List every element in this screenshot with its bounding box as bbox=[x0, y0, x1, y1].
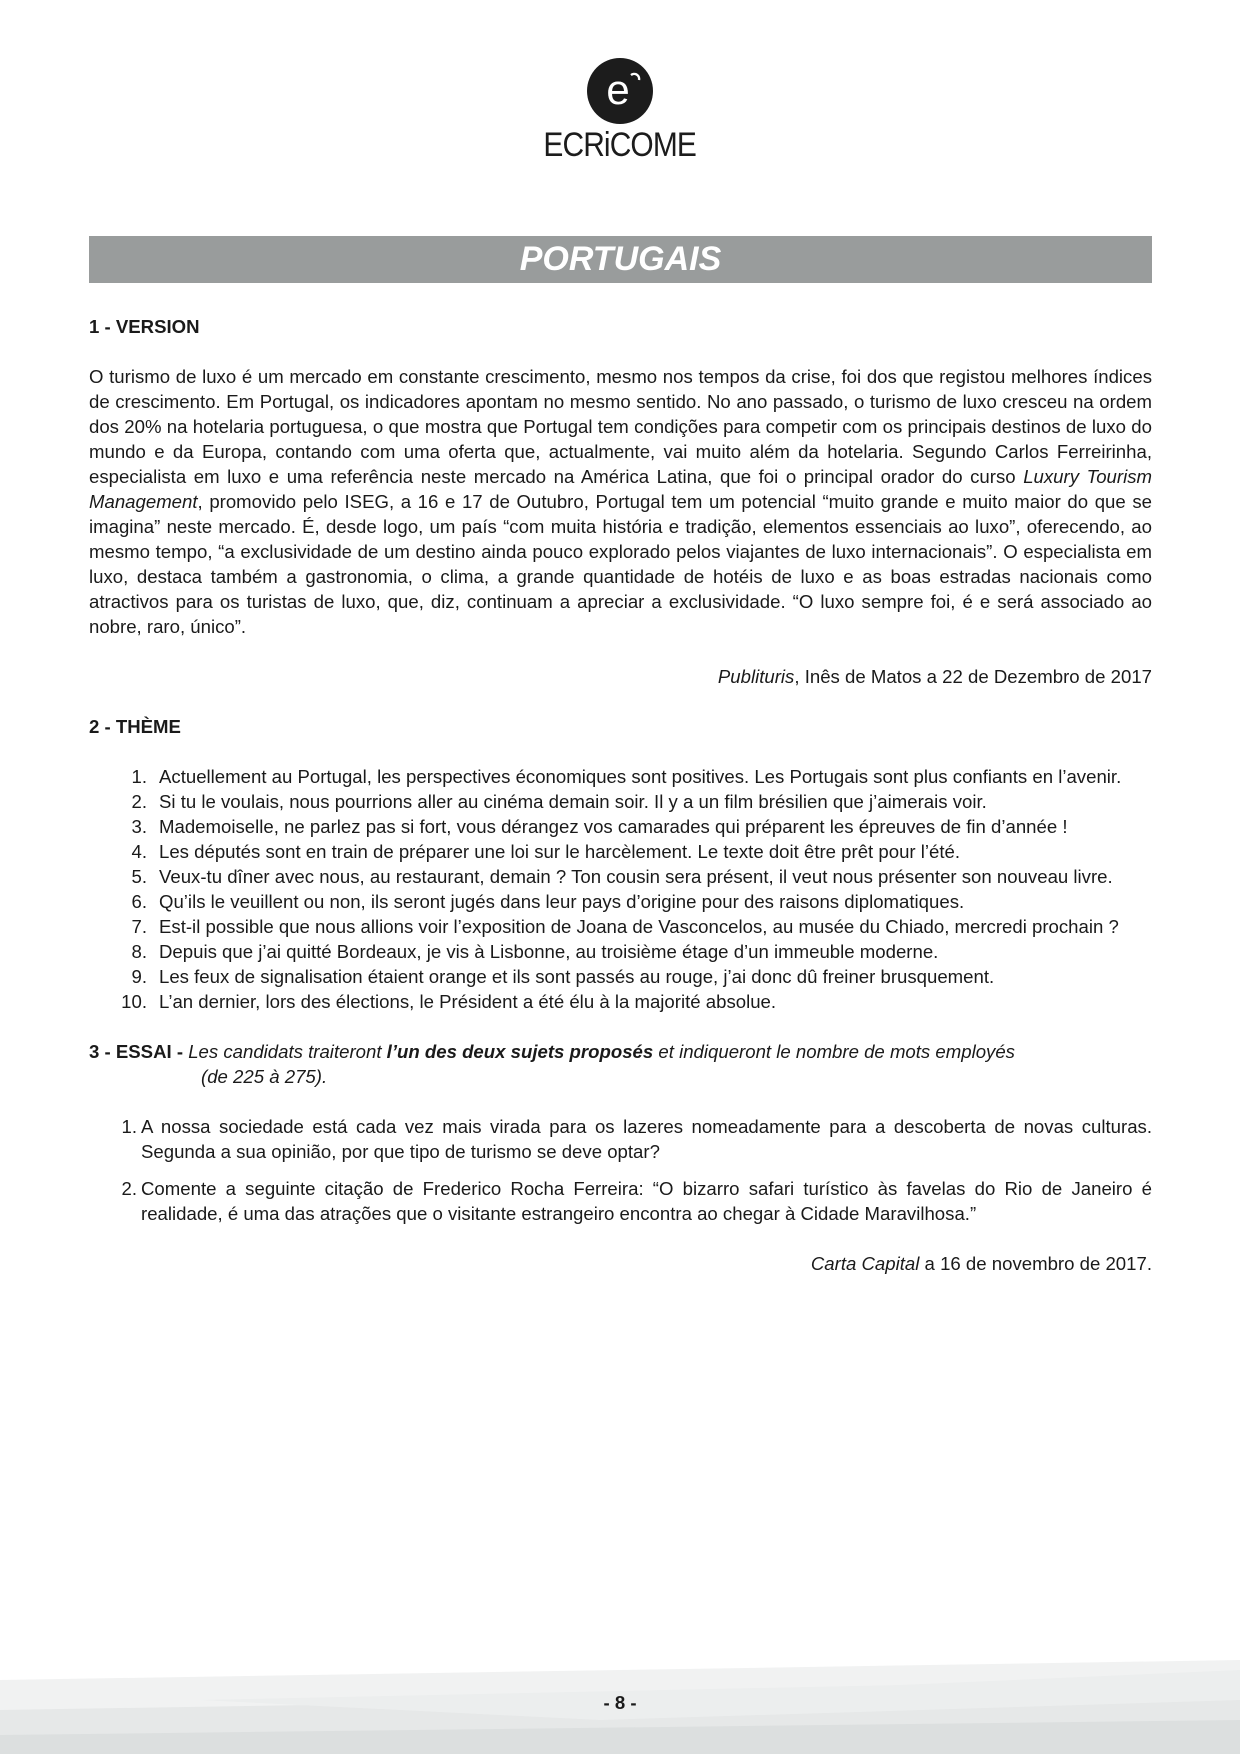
essai-source: Carta Capital a 16 de novembro de 2017. bbox=[810, 1253, 1152, 1274]
list-item: 7. Est-il possible que nous allions voir l’exposition de Joana de Vasconcelos, au musée du Chiado, mercredi prochain ? bbox=[131, 916, 1119, 937]
list-item: 10. L’an dernier, lors des élections, le Président a été élu à la majorité absolue. bbox=[121, 991, 777, 1012]
theme-list bbox=[89, 764, 1152, 1014]
list-item: 3. Mademoiselle, ne parlez pas si fort, vous dérangez vos camarades qui préparent les épreuves de fin d’année ! bbox=[131, 816, 1068, 837]
version-heading: 1 - VERSION bbox=[89, 316, 200, 337]
list-item: 1. A nossa sociedade está cada vez mais virada para os lazeres nomeadamente para a descoberta de novas culturas. Segunda a sua opinião, por que tipo de turismo se deve optar? bbox=[121, 1116, 1152, 1162]
list-item: 1. Actuellement au Portugal, les perspectives économiques sont positives. Les Portugais sont plus confiants en l’avenir. bbox=[131, 766, 1122, 787]
logo-e-icon bbox=[587, 58, 653, 124]
svg-text:e: e bbox=[606, 66, 630, 113]
essai-heading: 3 - ESSAI - Les candidats traiteront l’un des deux sujets proposés et indiqueront le nombre de mots employés (de 225 à 275). bbox=[89, 1041, 1015, 1087]
list-item: 5. Veux-tu dîner avec nous, au restaurant, demain ? Ton cousin sera présent, il veut nous présenter son nouveau livre. bbox=[131, 866, 1113, 887]
version-source: Publituris, Inês de Matos a 22 de Dezembro de 2017 bbox=[717, 666, 1152, 687]
list-item: 8. Depuis que j’ai quitté Bordeaux, je vis à Lisbonne, au troisième étage d’un immeuble moderne. bbox=[131, 941, 939, 962]
version-text: O turismo de luxo é um mercado em constante crescimento, mesmo nos tempos da crise, foi dos que registou melhores índices de crescimento. Em Portugal, os indicadores apontam no mesmo sentido. No ano passado, o turismo de luxo cresceu na ordem dos 20% na hotelaria portuguesa, o que mostra que Portugal tem condições para competir com os principais destinos de luxo do mundo e da Europa, contando com uma oferta que, actualmente, vai muito além da hotelaria. Segundo Carlos Ferreirinha, especialista em luxo e uma referência neste mercado na América Latina, que foi o principal orador do curso Luxury Tourism Management, promovido pelo ISEG, a 16 e 17 de Outubro, Portugal tem um potencial “muito grande e muito maior do que se imagina” neste mercado. É, desde logo, um país “com muita história e tradição, elementos essenciais ao luxo”, oferecendo, ao mesmo tempo, “a exclusividade de um destino ainda pouco explorado pelos viajantes de luxo internacionais”. O especialista em luxo, destaca também a gastronomia, o clima, a grande quantidade de hotéis de luxo e as boas estradas nacionais como atractivos para os turistas de luxo, que, diz, continuam a apreciar a exclusividade. “O luxo sempre foi, é e será associado ao nobre, raro, único”. bbox=[89, 366, 1153, 637]
exam-content bbox=[89, 314, 1152, 1301]
page-number: - 8 - bbox=[603, 1692, 637, 1713]
page-title: PORTUGAIS bbox=[519, 240, 722, 278]
list-item: 6. Qu’ils le veuillent ou non, ils seront jugés dans leur pays d’origine pour des raisons diplomatiques. bbox=[131, 891, 965, 912]
title-banner bbox=[89, 236, 1152, 283]
list-item: 2. Comente a seguinte citação de Frederico Rocha Ferreira: “O bizarro safari turístico às favelas do Rio de Janeiro é realidade, é uma das atrações que o visitante estrangeiro encontra ao chegar à Cidade Maravilhosa.” bbox=[121, 1178, 1152, 1224]
logo-emblem bbox=[587, 58, 653, 124]
list-item: 4. Les députés sont en train de préparer une loi sur le harcèlement. Le texte doit être prêt pour l’été. bbox=[131, 841, 961, 862]
theme-heading: 2 - THÈME bbox=[89, 716, 181, 737]
list-item: 2. Si tu le voulais, nous pourrions aller au cinéma demain soir. Il y a un film brésilien que j’aimerais voir. bbox=[131, 791, 987, 812]
ecricome-logo bbox=[0, 58, 1240, 165]
list-item: 9. Les feux de signalisation étaient orange et ils sont passés au rouge, j’ai donc dû freiner brusquement. bbox=[131, 966, 995, 987]
logo-wordmark: ECRiCOME bbox=[543, 126, 697, 164]
essai-list bbox=[89, 1114, 1152, 1226]
